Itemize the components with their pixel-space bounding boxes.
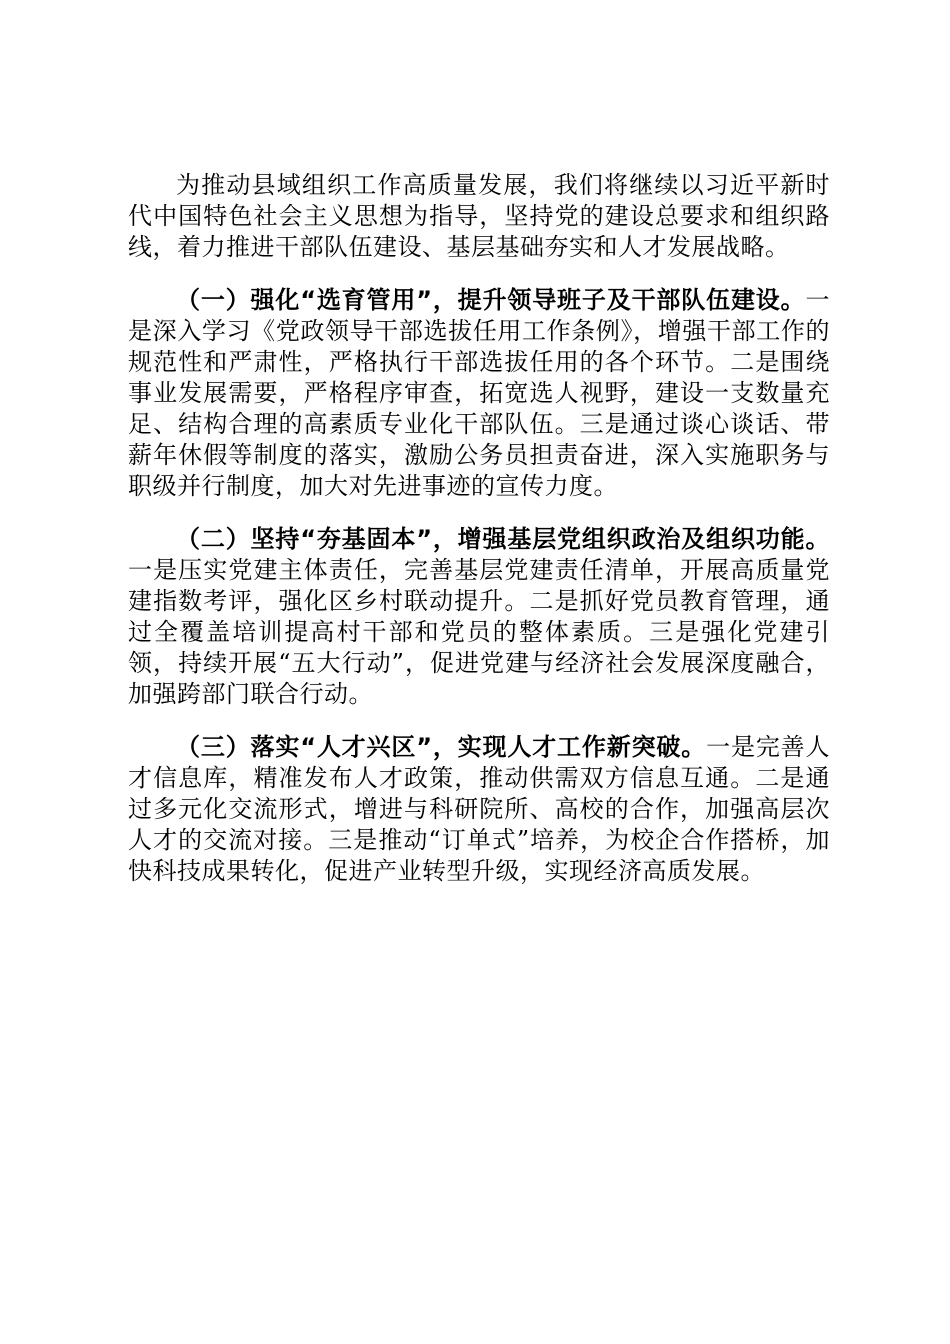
section-2-heading: （二）坚持“夯基固本”，增强基层党组织政治及组织功能。 [176, 525, 830, 553]
section-3-body: 一是完善人才信息库，精准发布人才政策，推动供需双方信息互通。二是通过多元化交流形式，增进与科研院所、高校的合作，加强高层次人才的交流对接。三是推动“订单式”培养，为校企合作搭桥，加快科技成果转化，促进产业转型升级，实现经济高质发展。 [128, 733, 831, 885]
section-2-paragraph [128, 524, 830, 710]
intro-paragraph: 为推动县域组织工作高质量发展，我们将继续以习近平新时代中国特色社会主义思想为指导，坚持党的建设总要求和组织路线，着力推进干部队伍建设、基层基础夯实和人才发展战略。 [128, 171, 830, 261]
section-1-heading: （一）强化“选育管用”，提升领导班子及干部队伍建设。 [176, 286, 806, 314]
section-1-body: 一是深入学习《党政领导干部选拔任用工作条例》，增强干部工作的规范性和严肃性，严格执行干部选拔任用的各个环节。二是围绕事业发展需要，严格程序审查，拓宽选人视野，建设一支数量充足、结构合理的高素质专业化干部队伍。三是通过谈心谈话、带薪年休假等制度的落实，激励公务员担责奋进，深入实施职务与职级并行制度，加大对先进事迹的宣传力度。 [128, 286, 830, 500]
section-3-heading: （三）落实“人才兴区”，实现人才工作新突破。 [176, 733, 707, 761]
section-3-paragraph [128, 732, 830, 887]
document-page [128, 170, 830, 887]
section-1-paragraph [128, 285, 830, 502]
section-2-body: 一是压实党建主体责任，完善基层党建责任清单，开展高质量党建指数考评，强化区乡村联动提升。二是抓好党员教育管理，通过全覆盖培训提高村干部和党员的整体素质。三是强化党建引领，持续开展“五大行动”，促进党建与经济社会发展深度融合，加强跨部门联合行动。 [128, 556, 830, 708]
